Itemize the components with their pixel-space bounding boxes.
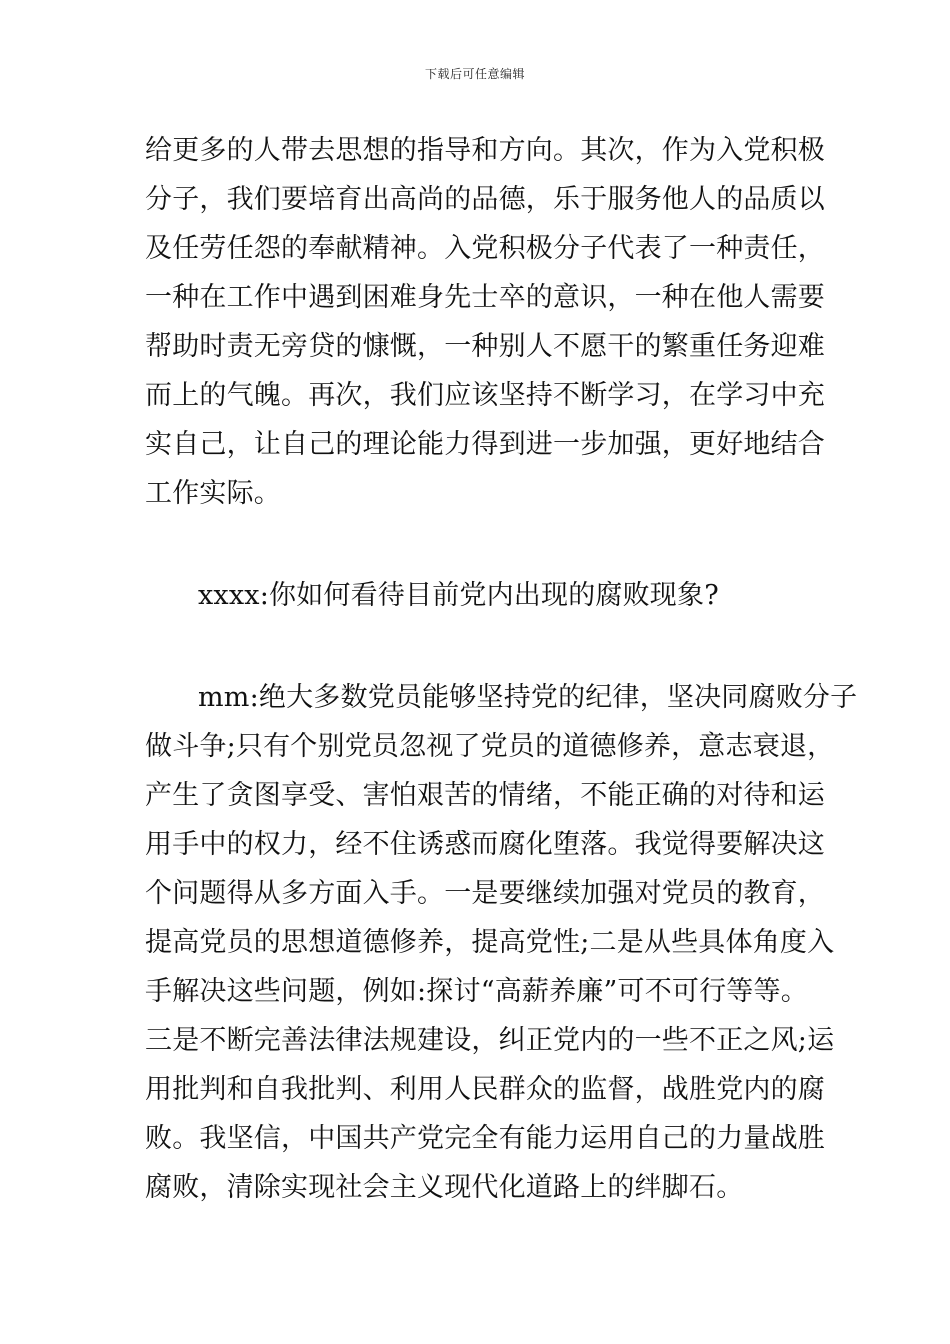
answer-line: 三是不断完善法律法规建设，纠正党内的一些不正之风;运 bbox=[145, 1025, 835, 1056]
paragraph-line: 分子，我们要培育出高尚的品德，乐于服务他人的品质以 bbox=[145, 184, 825, 215]
paragraph-line: 而上的气魄。再次，我们应该坚持不断学习，在学习中充 bbox=[145, 380, 825, 411]
answer-line: 做斗争;只有个别党员忽视了党员的道德修养，意志衰退， bbox=[145, 731, 835, 762]
paragraph-line: 工作实际。 bbox=[145, 478, 281, 509]
paragraph-line: 给更多的人带去思想的指导和方向。其次，作为入党积极 bbox=[145, 135, 825, 166]
page-header: 下载后可任意编辑 bbox=[424, 67, 525, 81]
paragraph-line: 帮助时责无旁贷的慷慨，一种别人不愿干的繁重任务迎难 bbox=[145, 331, 825, 362]
answer-line: 用批判和自我批判、利用人民群众的监督，战胜党内的腐 bbox=[145, 1074, 825, 1105]
answer-line: 腐败，清除实现社会主义现代化道路上的绊脚石。 bbox=[145, 1172, 744, 1203]
answer-line: 败。我坚信，中国共产党完全有能力运用自己的力量战胜 bbox=[145, 1123, 825, 1154]
answer-line: mm:绝大多数党员能够坚持党的纪律，坚决同腐败分子 bbox=[198, 682, 858, 713]
paragraph-line: 实自己，让自己的理论能力得到进一步加强，更好地结合 bbox=[145, 429, 825, 460]
paragraph-line: 一种在工作中遇到困难身先士卒的意识，一种在他人需要 bbox=[145, 282, 825, 313]
answer-line: 产生了贪图享受、害怕艰苦的情绪，不能正确的对待和运 bbox=[145, 780, 825, 811]
answer-line: 个问题得从多方面入手。一是要继续加强对党员的教育， bbox=[145, 878, 825, 909]
answer-line: 用手中的权力，经不住诱惑而腐化堕落。我觉得要解决这 bbox=[145, 829, 825, 860]
paragraph-line: 及任劳任怨的奉献精神。入党积极分子代表了一种责任， bbox=[145, 233, 825, 264]
question-line: xxxx:你如何看待目前党内出现的腐败现象? bbox=[198, 580, 719, 611]
answer-line: 手解决这些问题，例如:探讨“高薪养廉”可不可行等等。 bbox=[145, 976, 808, 1007]
answer-line: 提高党员的思想道德修养，提高党性;二是从些具体角度入 bbox=[145, 927, 835, 958]
